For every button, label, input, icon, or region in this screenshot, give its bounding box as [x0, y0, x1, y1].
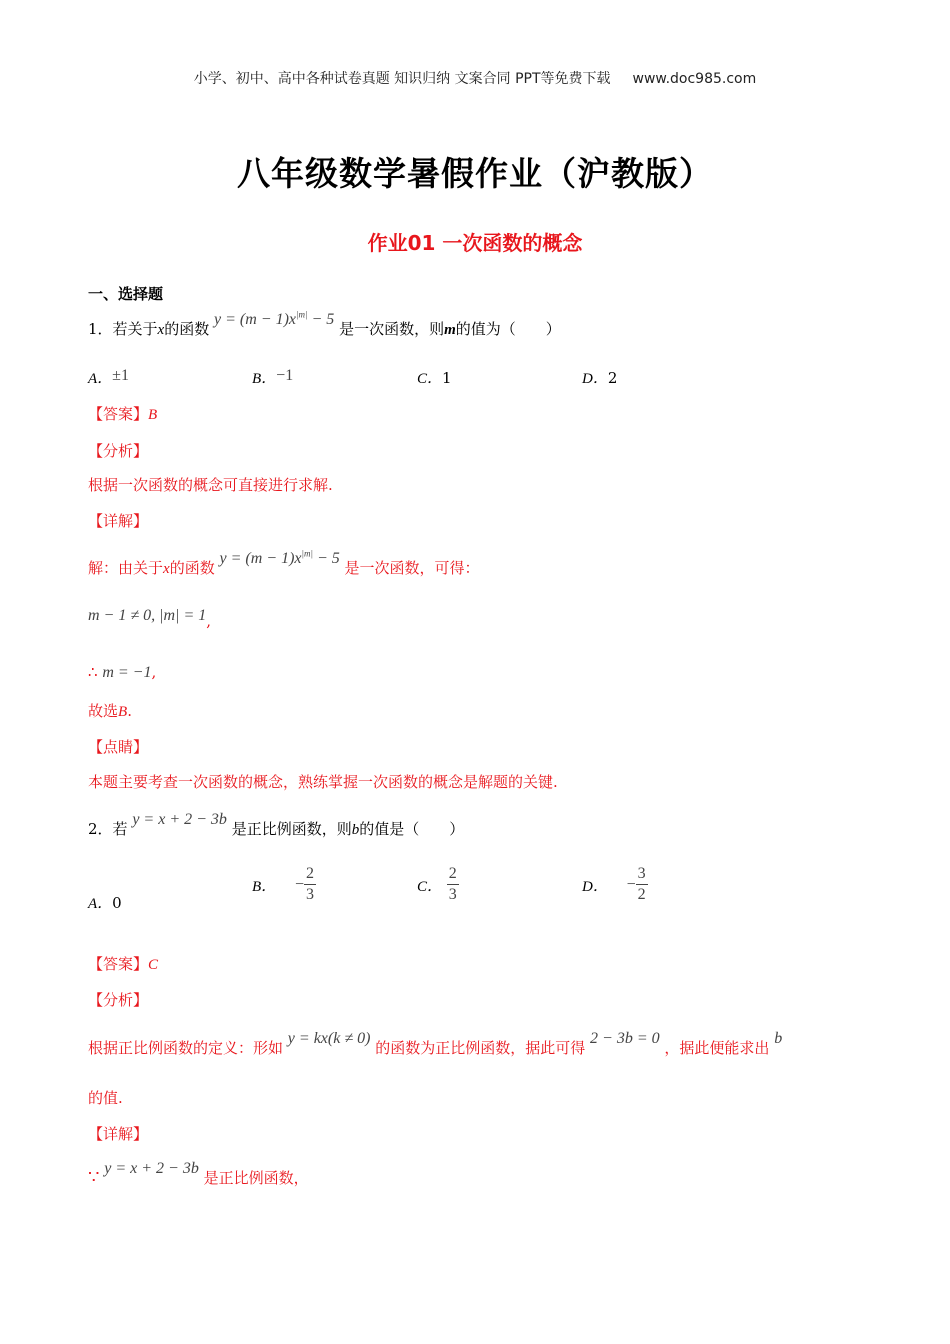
q1-stem: [88, 309, 561, 339]
analysis-text: 的函数为正比例函数，据此可得: [375, 1039, 586, 1057]
answer-tag: 【答案】: [88, 405, 149, 423]
formula-main: y = (m − 1)x: [219, 550, 302, 567]
answer-value: B: [148, 407, 158, 423]
q1-formula-exponent: |m|: [296, 309, 308, 320]
option-value: ±1: [112, 367, 129, 384]
analysis-text: 根据正比例函数的定义：形如: [88, 1039, 284, 1057]
detail-formula: [219, 550, 339, 567]
detail-var: B: [118, 704, 128, 720]
option-label: D．: [582, 371, 608, 387]
q2-rest1: 是正比例函数，则: [231, 820, 352, 838]
option-value: −1: [276, 367, 294, 384]
option-label: B．: [252, 878, 277, 895]
numerator: 2: [447, 864, 459, 885]
denominator: 3: [448, 886, 457, 903]
detail-formula: m − 1 ≠ 0, |m| = 1: [88, 607, 207, 624]
option-label: B．: [252, 371, 277, 387]
q2-stem: [88, 811, 465, 839]
option-label: D．: [582, 878, 608, 895]
q1-mid: 的函数: [164, 320, 210, 338]
detail-punct: ,: [206, 612, 212, 630]
formula-tail: − 5: [312, 550, 340, 567]
q1-detail-line2: [88, 606, 212, 630]
detail-var: x: [163, 561, 170, 577]
q2-number: 2．若: [88, 820, 128, 838]
q2-formula: y = x + 2 − 3b: [132, 811, 227, 828]
denominator: 2: [637, 886, 646, 903]
option-label: C．: [417, 878, 443, 895]
option-value: 2: [607, 369, 618, 387]
option-fraction: [447, 864, 459, 905]
q1-point: 本题主要考查一次函数的概念，熟练掌握一次函数的概念是解题的关键.: [88, 773, 558, 791]
analysis-text: ，据此便能求出: [664, 1039, 770, 1057]
q1-rest1: 是一次函数，则: [339, 320, 445, 338]
q1-option-d: [582, 367, 617, 388]
detail-text: 是一次函数，可得：: [344, 559, 480, 577]
option-fraction: [304, 864, 316, 905]
detail-text: 是正比例函数，: [203, 1169, 309, 1187]
q2-option-b: [252, 864, 316, 905]
numerator: 2: [304, 864, 316, 885]
q2-detail-tag: 【详解】: [88, 1125, 149, 1143]
q1-answer: [88, 403, 157, 424]
analysis-formula: 2 − 3b = 0: [590, 1030, 660, 1047]
q2-analysis-line2: 的值.: [88, 1089, 123, 1107]
q1-detail-tag: 【详解】: [88, 512, 149, 530]
analysis-formula: y = kx(k ≠ 0): [287, 1030, 371, 1047]
q1-detail-line4: [88, 700, 132, 721]
option-neg: −: [294, 875, 304, 893]
option-value: 1: [442, 369, 452, 387]
detail-formula: m = −1: [102, 664, 152, 681]
q2-detail-line1: [88, 1160, 309, 1188]
q1-point-tag: 【点睛】: [88, 738, 149, 756]
header-text: 小学、初中、高中各种试卷真题 知识归纳 文案合同 PPT等免费下载: [193, 71, 611, 87]
detail-text: .: [127, 702, 132, 720]
q1-number: 1．若关于: [88, 320, 158, 338]
option-fraction: [636, 864, 648, 905]
q1-var-x: x: [157, 322, 165, 338]
q1-formula-main: y = (m − 1)x: [214, 311, 297, 328]
q1-formula-tail: − 5: [307, 311, 335, 328]
option-label: C．: [417, 371, 443, 387]
detail-text: 的函数: [169, 559, 215, 577]
q2-analysis-line1: [88, 1030, 783, 1058]
q2-option-c: [417, 864, 459, 905]
q1-detail-line1: [88, 548, 480, 578]
q1-option-b: [252, 367, 293, 388]
detail-punct: ,: [151, 663, 157, 681]
q2-analysis-tag: 【分析】: [88, 991, 149, 1009]
q2-option-d: [582, 864, 648, 905]
because-symbol: ∵: [88, 1167, 100, 1188]
denominator: 3: [305, 886, 314, 903]
option-neg: −: [626, 875, 636, 893]
detail-formula: y = x + 2 − 3b: [104, 1160, 199, 1177]
numerator: 3: [636, 864, 648, 885]
q1-option-a: [88, 367, 129, 388]
q2-answer: [88, 953, 158, 974]
header-site-link[interactable]: www.doc985.com: [632, 71, 757, 87]
option-value: 0: [112, 894, 122, 912]
answer-value: C: [148, 957, 159, 973]
formula-exponent: |m|: [301, 548, 313, 559]
page-title: 八年级数学暑假作业（沪教版）: [237, 154, 713, 193]
q1-option-c: [417, 367, 452, 388]
therefore-symbol: ∴: [88, 663, 98, 681]
q1-rest2: 的值为（ ）: [455, 320, 561, 338]
q1-analysis: 根据一次函数的概念可直接进行求解.: [88, 476, 333, 494]
option-label: A．: [88, 371, 113, 387]
page-header: [0, 68, 950, 88]
q2-option-a: [88, 892, 122, 913]
detail-text: 故选: [88, 702, 119, 720]
page-subtitle: 作业01 一次函数的概念: [367, 231, 583, 255]
option-label: A．: [88, 896, 113, 912]
q2-var-b: b: [351, 822, 360, 838]
answer-tag: 【答案】: [88, 955, 149, 973]
q1-analysis-tag: 【分析】: [88, 442, 149, 460]
q1-var-m: m: [444, 322, 456, 338]
q1-formula: [214, 311, 334, 328]
analysis-var: b: [774, 1030, 783, 1047]
detail-text: 解：由关于: [88, 559, 164, 577]
q2-rest2: 的值是（ ）: [359, 820, 465, 838]
q1-detail-line3: [88, 663, 156, 682]
section-heading: 一、选择题: [88, 285, 164, 303]
